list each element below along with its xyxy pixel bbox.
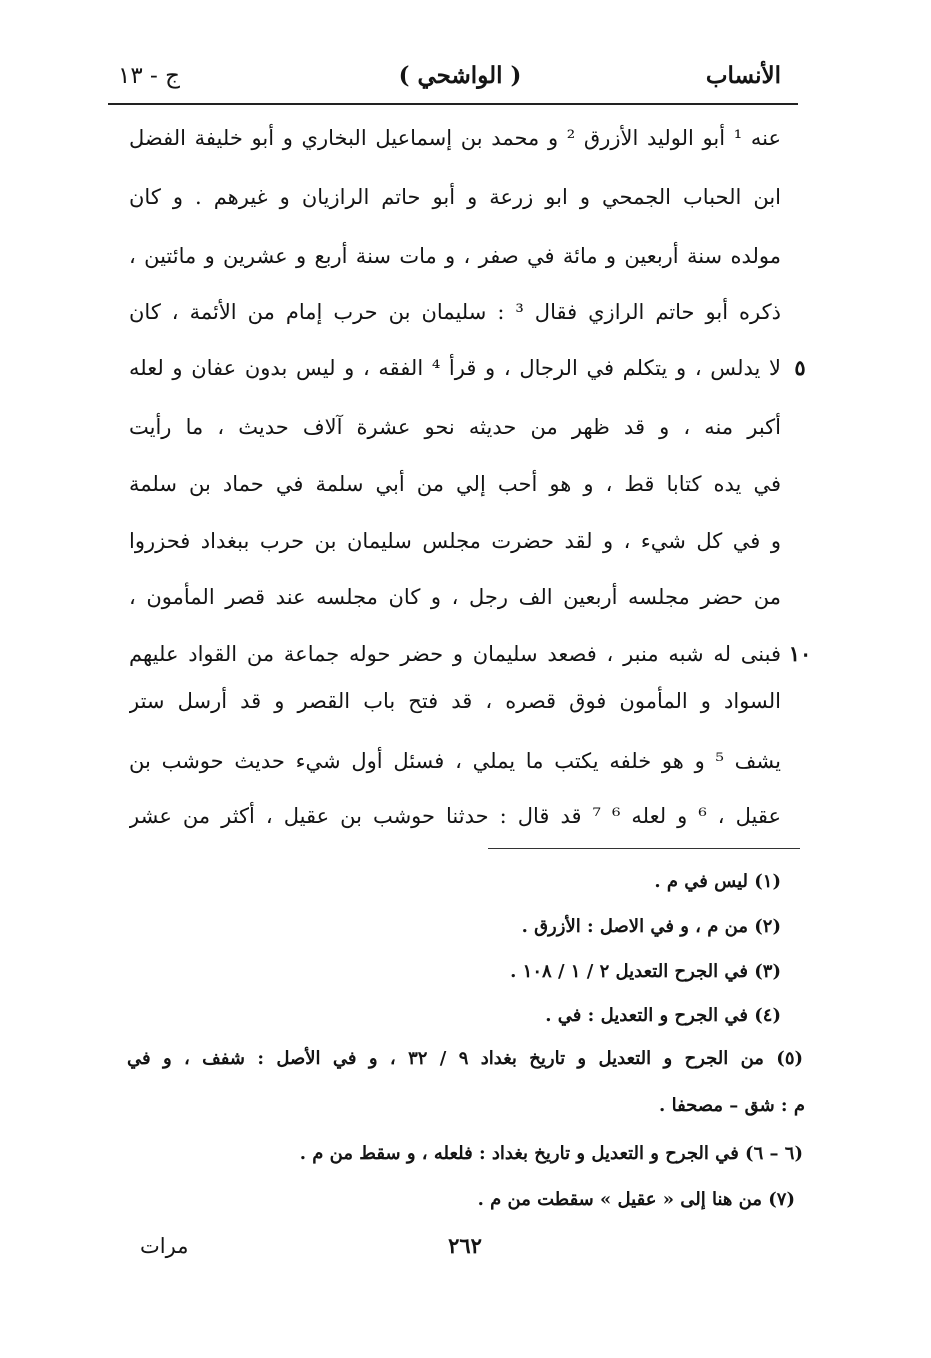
text-line: عنه ¹ أبو الوليد الأزرق ² و محمد بن إسماعيل البخاري و أبو خليفة الفضل [129, 126, 781, 150]
text-line: عقيل ، ⁶ و لعله ⁶ ⁷ قد قال : حدثنا حوشب بن عقيل ، أكثر من عشر [129, 804, 781, 828]
footnote-1: (١) ليس في م . [654, 871, 781, 892]
signature-mark: مرات [140, 1234, 189, 1258]
text-line: لا يدلس ، و يتكلم في الرجال ، و قرأ ⁴ الفقه ، و ليس بدون عفان و لعله [129, 356, 781, 380]
text-line: يشف ⁵ و هو خلفه يكتب ما يملي ، فسئل أول شيء حديث حوشب بن [129, 749, 781, 773]
footnote-6: (٦ – ٦) في الجرح و التعديل و تاريخ بغداد : فلعله ، و سقط من م . [299, 1143, 803, 1164]
entry-title: ( الواشحي ) [398, 62, 522, 89]
volume-label: ج - ١٣ [118, 63, 180, 89]
text-line: و في كل شيء ، و لقد حضرت مجلس سليمان بن حرب ببغداد فحزروا [129, 529, 781, 553]
footnote-rule [488, 848, 800, 849]
text-line: ذكره أبو حاتم الرازي فقال ³ : سليمان بن حرب إمام من الأئمة ، كان [129, 300, 781, 324]
footnote-5: (٥) من الجرح و التعديل و تاريخ بغداد ٩ / ٣٢ ، و في الأصل : شفف ، و في [127, 1048, 803, 1069]
text-line: فبنى له شبه منبر ، فصعد سليمان و حضر حوله جماعة من القواد عليهم [129, 642, 781, 666]
text-line: السواد و المأمون فوق قصره ، قد فتح باب القصر و قد أرسل ستر [129, 689, 781, 713]
running-title: الأنساب [705, 62, 781, 89]
footnote-4: (٤) في الجرح و التعديل : في . [545, 1005, 781, 1026]
footnote-7: (٧) من هنا إلى « عقيل » سقطت من م . [477, 1189, 795, 1210]
footnote-3: (٣) في الجرح التعديل ٢ / ١ / ١٠٨ . [510, 961, 781, 982]
text-line: أكبر منه ، و قد ظهر من حديثه نحو عشرة آلاف حديث ، ما رأيت [129, 415, 781, 439]
footnote-2: (٢) من م ، و في الاصل : الأزرق . [521, 916, 781, 937]
footnote-5-continued: م : شق – مصحفا . [659, 1095, 805, 1116]
line-number-5: ٥ [794, 355, 806, 380]
text-line: مولده سنة أربعين و مائة في صفر ، و مات سنة أربع و عشرين و مائتين ، [129, 244, 781, 268]
text-line: من حضر مجلسه أربعين الف رجل ، و كان مجلسه عند قصر المأمون ، [129, 585, 781, 609]
page-number: ٢٦٢ [448, 1233, 482, 1258]
line-number-10: ١٠ [788, 641, 812, 666]
text-line: في يده كتابا قط ، و هو أحب إلي من أبي سلمة في حماد بن سلمة [129, 472, 781, 496]
text-line: ابن الحباب الجمحي و ابو زرعة و أبو حاتم الرازيان و غيرهم . و كان [129, 185, 781, 209]
header-rule [108, 103, 798, 105]
